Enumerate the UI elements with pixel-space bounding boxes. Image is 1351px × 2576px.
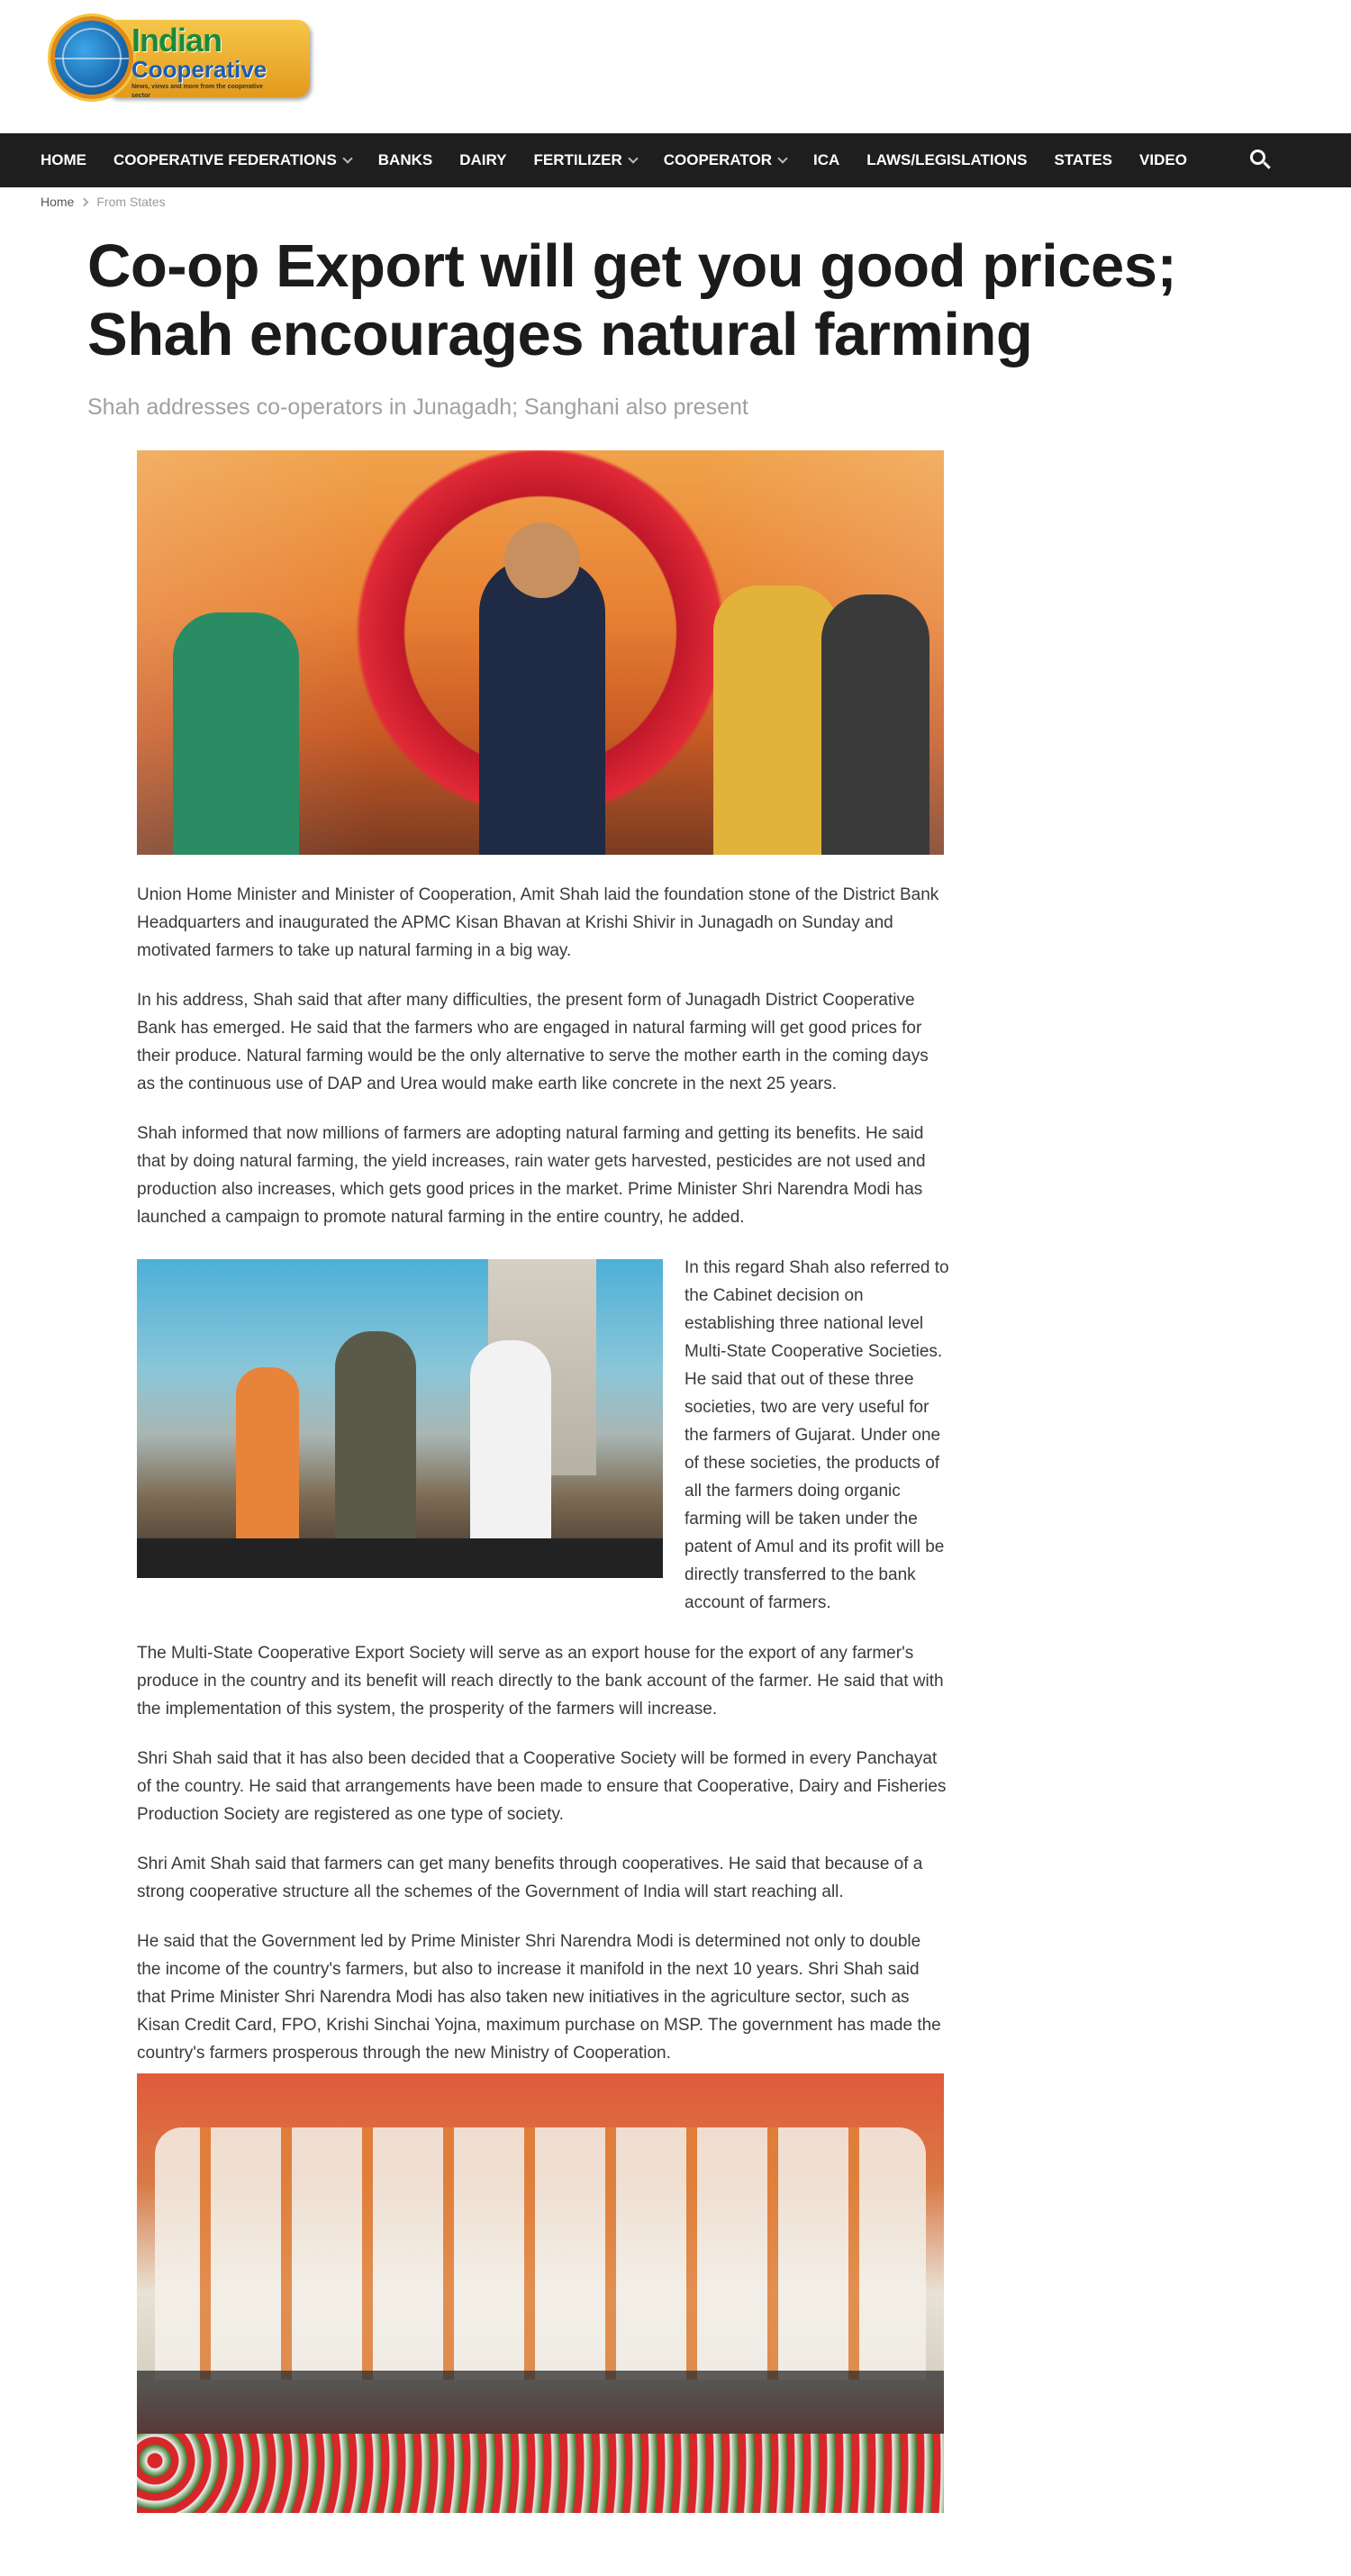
search-icon-handle xyxy=(1263,161,1270,168)
logo-line-2: Cooperative xyxy=(131,56,267,83)
nav-item-label: COOPERATIVE FEDERATIONS xyxy=(113,151,337,168)
nav-item-label: VIDEO xyxy=(1139,151,1187,168)
breadcrumb-current[interactable]: From States xyxy=(96,195,166,209)
photo-stage xyxy=(137,2371,944,2443)
nav-item-banks[interactable] xyxy=(378,151,432,169)
nav-item-home[interactable] xyxy=(41,151,86,169)
nav-item-states[interactable] xyxy=(1054,151,1112,169)
photo-figure xyxy=(173,612,299,855)
nav-item-label: HOME xyxy=(41,151,86,168)
nav-item-label: COOPERATOR xyxy=(663,151,772,168)
chevron-down-icon xyxy=(342,153,352,163)
logo-wordmark xyxy=(131,23,276,101)
article-title: Co-op Export will get you good prices; Shah encourages natural farming xyxy=(87,232,1177,368)
chevron-down-icon xyxy=(628,153,638,163)
site-logo[interactable] xyxy=(41,7,276,106)
nav-item-cooperator[interactable] xyxy=(664,151,786,169)
photo-figure xyxy=(713,585,839,855)
article-paragraph-5: The Multi-State Cooperative Export Society will serve as an export house for the export of any farmer's produce in the country and its benefit will reach directly to the bank account of the farmer. He said that with the implementation of this system, the prosperity of the farmers will increase. xyxy=(137,1644,944,1719)
nav-item-label: FERTILIZER xyxy=(533,151,622,168)
article-paragraph-7: Shri Amit Shah said that farmers can get many benefits through cooperatives. He said that because of a strong cooperative structure all the schemes of the Government of India will start reaching all. xyxy=(137,1855,923,1901)
main-navbar xyxy=(0,133,1351,187)
nav-item-dairy[interactable] xyxy=(459,151,506,169)
chevron-right-icon xyxy=(80,197,89,206)
nav-item-cooperative-federations[interactable] xyxy=(113,151,351,169)
photo-foreground xyxy=(137,1538,663,1578)
photo-crowd xyxy=(155,2127,926,2380)
photo-figure xyxy=(479,558,605,855)
photo-figure xyxy=(821,594,929,855)
nav-item-label: ICA xyxy=(813,151,840,168)
search-icon[interactable] xyxy=(1250,150,1272,171)
chevron-down-icon xyxy=(777,153,787,163)
article-photo-1 xyxy=(137,450,944,855)
nav-item-video[interactable] xyxy=(1139,151,1187,169)
nav-item-laws-legislations[interactable] xyxy=(866,151,1027,169)
article-photo-2 xyxy=(137,1259,663,1578)
photo-flowers xyxy=(137,2434,944,2513)
article-paragraph-2: In his address, Shah said that after many difficulties, the present form of Junagadh District Cooperative Bank has emerged. He said that the farmers who are engaged in natural farming will get good prices for their produce. Natural farming would be the only alternative to serve the mother earth in the coming days as the continuous use of DAP and Urea would make earth like concrete in the next 25 years. xyxy=(137,991,929,1093)
nav-item-label: DAIRY xyxy=(459,151,507,168)
breadcrumb xyxy=(41,195,166,209)
article-paragraph-1: Union Home Minister and Minister of Cooperation, Amit Shah laid the foundation stone of the District Bank Headquarters and inaugurated the APMC Kisan Bhavan at Krishi Shivir in Junagadh on Sunday and motivated farmers to take up natural farming in a big way. xyxy=(137,885,939,960)
nav-item-fertilizer[interactable] xyxy=(534,151,637,169)
logo-line-1: Indian xyxy=(131,22,222,59)
nav-item-label: BANKS xyxy=(377,151,433,168)
nav-item-label: LAWS/LEGISLATIONS xyxy=(866,151,1028,168)
article-subtitle: Shah addresses co-operators in Junagadh; Sanghani also present xyxy=(87,395,748,420)
logo-tagline: News, views and more from the cooperative sector xyxy=(131,84,263,99)
nav-item-ica[interactable] xyxy=(813,151,839,169)
article-paragraph-3: Shah informed that now millions of farmers are adopting natural farming and getting its benefits. He said that by doing natural farming, the yield increases, rain water gets harvested, pesticides are not used and production also increases, which gets good prices in the market. Prime Minister Shri Narendra Modi has launched a campaign to promote natural farming in the entire country, he added. xyxy=(137,1124,926,1227)
article-photo-3 xyxy=(137,2073,944,2513)
nav-item-label: STATES xyxy=(1054,151,1113,168)
article-paragraph-8: He said that the Government led by Prime Minister Shri Narendra Modi is determined not only to double the income of the country's farmers, but also to increase it manifold in the next 10 years. Shri Shah said that Prime Minister Shri Narendra Modi has also taken new initiatives in the agriculture sector, such as Kisan Credit Card, FPO, Krishi Sinchai Yojna, maximum purchase on MSP. The government has made the country's farmers prosperous through the new Ministry of Cooperation. xyxy=(137,1932,941,2063)
photo-figure-head xyxy=(504,522,580,598)
nav-list xyxy=(41,133,1214,187)
article-paragraph-6: Shri Shah said that it has also been decided that a Cooperative Society will be formed in every Panchayat of the country. He said that arrangements have been made to ensure that Cooperative, Dairy and Fisheries Production Society are registered as one type of society. xyxy=(137,1749,947,1824)
article-paragraph-4: In this regard Shah also referred to the Cabinet decision on establishing three national level Multi-State Cooperative Societies. He said that out of these three societies, two are very useful for the farmers of Gujarat. Under one of these societies, the products of all the farmers doing organic farming will be taken under the patent of Amul and its profit will be directly transferred to the bank account of farmers. xyxy=(685,1258,949,1612)
breadcrumb-home-link[interactable]: Home xyxy=(41,195,75,209)
globe-icon xyxy=(50,16,133,99)
